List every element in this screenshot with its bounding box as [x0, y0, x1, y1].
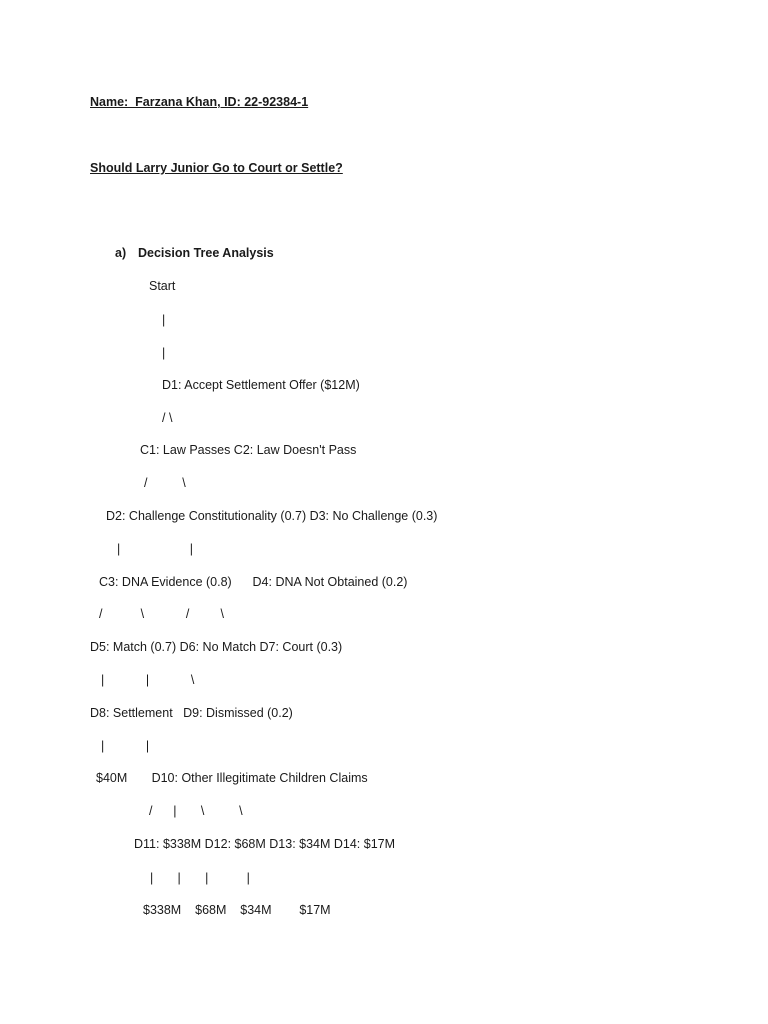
tree-line: D5: Match (0.7) D6: No Match D7: Court (0.3) — [90, 640, 343, 654]
tree-line: | — [162, 346, 166, 360]
tree-line: / \ — [162, 411, 173, 425]
page-title: Should Larry Junior Go to Court or Settle? — [90, 161, 343, 175]
section-a-label: a) — [115, 246, 127, 260]
tree-line: C1: Law Passes C2: Law Doesn't Pass — [140, 443, 357, 457]
tree-line: | | — [101, 739, 150, 753]
tree-line: D2: Challenge Constitutionality (0.7) D3: No Challenge (0.3) — [106, 509, 438, 523]
tree-line: D11: $338M D12: $68M D13: $34M D14: $17M — [134, 837, 396, 851]
tree-line: C3: DNA Evidence (0.8) D4: DNA Not Obtained (0.2) — [99, 575, 408, 589]
tree-line: / | \ \ — [149, 804, 243, 818]
tree-line: D8: Settlement D9: Dismissed (0.2) — [90, 706, 293, 720]
tree-line: Start — [149, 279, 176, 293]
tree-line: $338M $68M $34M $17M — [143, 903, 331, 917]
section-a-title: Decision Tree Analysis — [138, 246, 274, 260]
tree-line: | | | | — [150, 871, 250, 885]
student-name-line: Name: Farzana Khan, ID: 22-92384-1 — [90, 95, 309, 109]
tree-line: D1: Accept Settlement Offer ($12M) — [162, 378, 360, 392]
tree-line: | — [162, 313, 166, 327]
tree-line: / \ / \ — [99, 607, 225, 621]
tree-line: | | \ — [101, 673, 195, 687]
tree-line: $40M D10: Other Illegitimate Children Claims — [96, 771, 368, 785]
tree-line: | | — [117, 542, 193, 556]
tree-line: / \ — [144, 476, 186, 490]
